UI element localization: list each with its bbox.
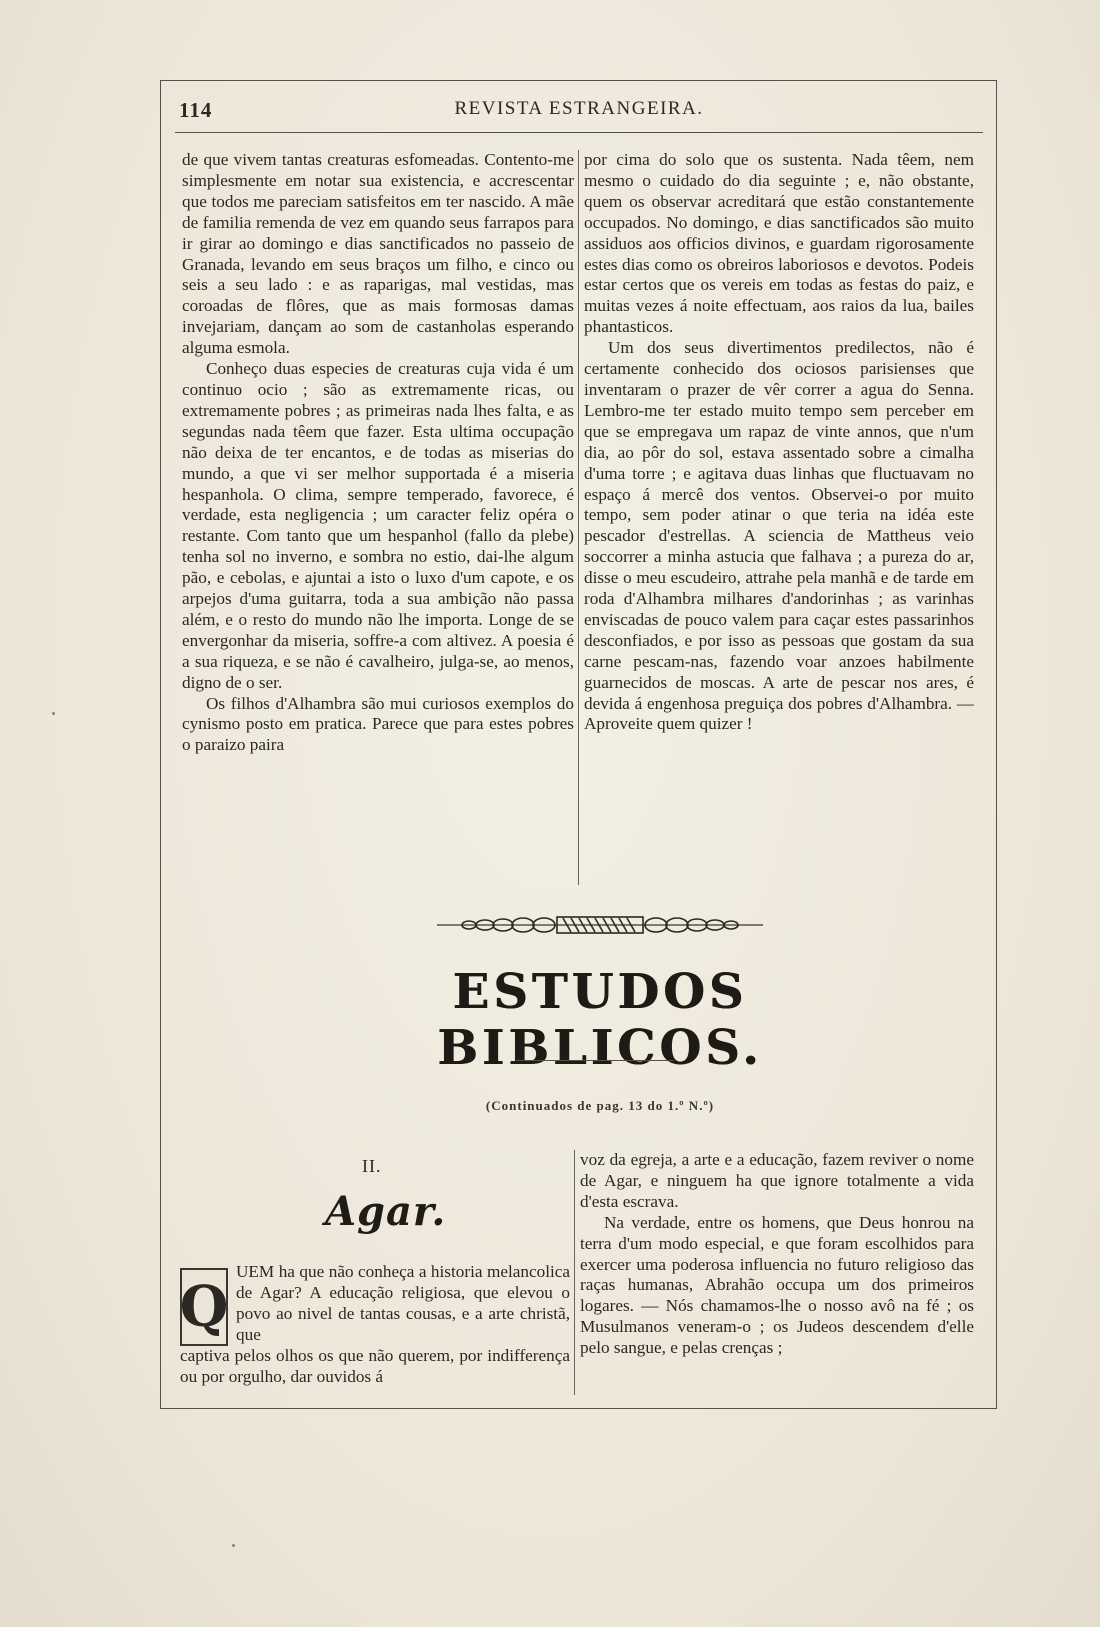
drop-cap: Q [180, 1268, 228, 1346]
continuation-note: (Continuados de pag. 13 do 1.º N.º) [485, 1098, 715, 1113]
column-divider [574, 1150, 575, 1395]
paper-speck [232, 1544, 235, 1547]
page-header [175, 94, 983, 133]
chapter-right-column [580, 1150, 974, 1359]
paragraph: Na verdade, entre os homens, que Deus honrou na terra d'um modo especial, e que foram escolhidos para exercer uma poderosa influencia no futuro religioso das raças humanas, Abrahão occupa um dos primeiros logares. — Nós chamamos-lhe o nosso avô na fé ; os Musulmanos veneram-o ; os Judeos descendem d'elle pelo sangue, e pelas crenças ; [580, 1212, 974, 1358]
page-number: 114 [179, 98, 213, 122]
chapter-title: Agar. [325, 1188, 447, 1235]
ornamental-divider [437, 914, 763, 936]
column-divider [578, 150, 579, 885]
paragraph: captiva pelos olhos os que não querem, por indifferença ou por orgulho, dar ouvidos á [180, 1346, 570, 1386]
section-title: ESTUDOS BIBLICOS. [437, 964, 763, 1076]
article-left-column [182, 150, 574, 756]
running-title: REVISTA ESTRANGEIRA. [454, 98, 704, 119]
paragraph: de que vivem tantas creaturas esfomeadas. Contento-me simplesmente em notar sua existencia, e accrescentar que todos me pareciam satisfeitos em ter nascido. A mãe de familia remenda de vez em quando seus farrapos para ir girar ao domingo e dias sanctificados no passeio de Granada, levando em seus braços um filho, e cinco ou seis a seu lado : e as raparigas, mal vestidas, mas coroadas de flôres, que as mais formosas damas invejariam, dançam ao som de castanholas esperando alguma esmola. [182, 150, 574, 358]
chapter-number: II. [362, 1156, 382, 1176]
chapter-left-lead [236, 1262, 570, 1346]
paragraph: Um dos seus divertimentos predilectos, não é certamente conhecido dos ociosos parisienses que inventaram o prazer de vêr correr a agua do Senna. Lembro-me ter estado muito tempo sem perceber em que se empregava um rapaz de vinte annos, que n'um dia, ao pôr do sol, estava assentado sobre a cimalha d'uma torre ; e agitava duas linhas que fluctuavam no espaço á mercê dos ventos. Observei-o por muito tempo, sem poder atinar o que teria na idéa este pescador d'estrellas. A sciencia de Mattheus veio soccorrer a minha astucia que falhava ; a pureza do ar, disse o meu escudeiro, attrahe pela manhã e de tarde em roda d'Alhambra milhares d'andorinhas ; as varinhas enviscadas de pouco valem para caçar estes passarinhos desconfiados, e por isso as pessoas que gostam da sua carne pescam-nas, fazendo voar anzoes habilmente guarnecidos de moscas. A arte de pescar nos ares, é devida á engenhosa preguiça dos pobres d'Alhambra. — Aproveite quem quizer ! [584, 338, 974, 734]
paragraph: por cima do solo que os sustenta. Nada têem, nem mesmo o cuidado do dia seguinte ; e, não obstante, quem os observar acreditará que estão constantemente occupados. No domingo, e dias sanctificados são muito assiduos aos officios divinos, e guardam rigorosamente estes dias como os obreiros laboriosos e devotos. Podeis estar certos que os vereis em todas as festas do paiz, e muitas vezes á noite effectuam, aos raios da lua, bailes phantasticos. [584, 150, 974, 337]
paragraph [236, 1262, 570, 1346]
article-right-column [584, 150, 974, 735]
paragraph: voz da egreja, a arte e a educação, fazem reviver o nome de Agar, e ninguem ha que ignore totalmente a vida d'esta escrava. [580, 1150, 974, 1211]
paragraph-text: ha que não conheça a historia melancolica de Agar? A educação religiosa, que elevou o povo ao nivel de tantas cousas, e a arte christã, que [236, 1262, 571, 1344]
paragraph: Conheço duas especies de creaturas cuja vida é um continuo ocio ; são as extremamente ricas, ou extremamente pobres ; as primeiras nada lhes falta, e as segundas nada têem que fazer. Esta ultima occupação não deixa de ter encantos, e de todas as miserias do mundo, a que vi ser melhor supportada é a miseria hespanhola. O clima, sempre temperado, favorece, é verdade, esta negligencia ; um caracter feliz opéra o restante. Com tanto que um hespanhol (fallo da plebe) tenha sol no inverno, e sombra no estio, dai-lhe algum pão, e cebolas, e ajuntai a isto o luxo d'um capote, e os arpejos d'uma guitarra, toda a sua ambição não passa além, e o resto do mundo não lhe importa. Longe de se envergonhar da miseria, soffre-a com altivez. A poesia é a sua riqueza, e se não é cavalheiro, julga-se, ao menos, digno de o ser. [182, 359, 574, 692]
chapter-left-continuation [180, 1346, 570, 1388]
first-word: UEM [236, 1262, 275, 1281]
title-underline [516, 1060, 674, 1061]
paper-speck [52, 712, 55, 715]
paragraph: Os filhos d'Alhambra são mui curiosos exemplos do cynismo posto em pratica. Parece que para estes pobres o paraizo paira [182, 693, 574, 755]
